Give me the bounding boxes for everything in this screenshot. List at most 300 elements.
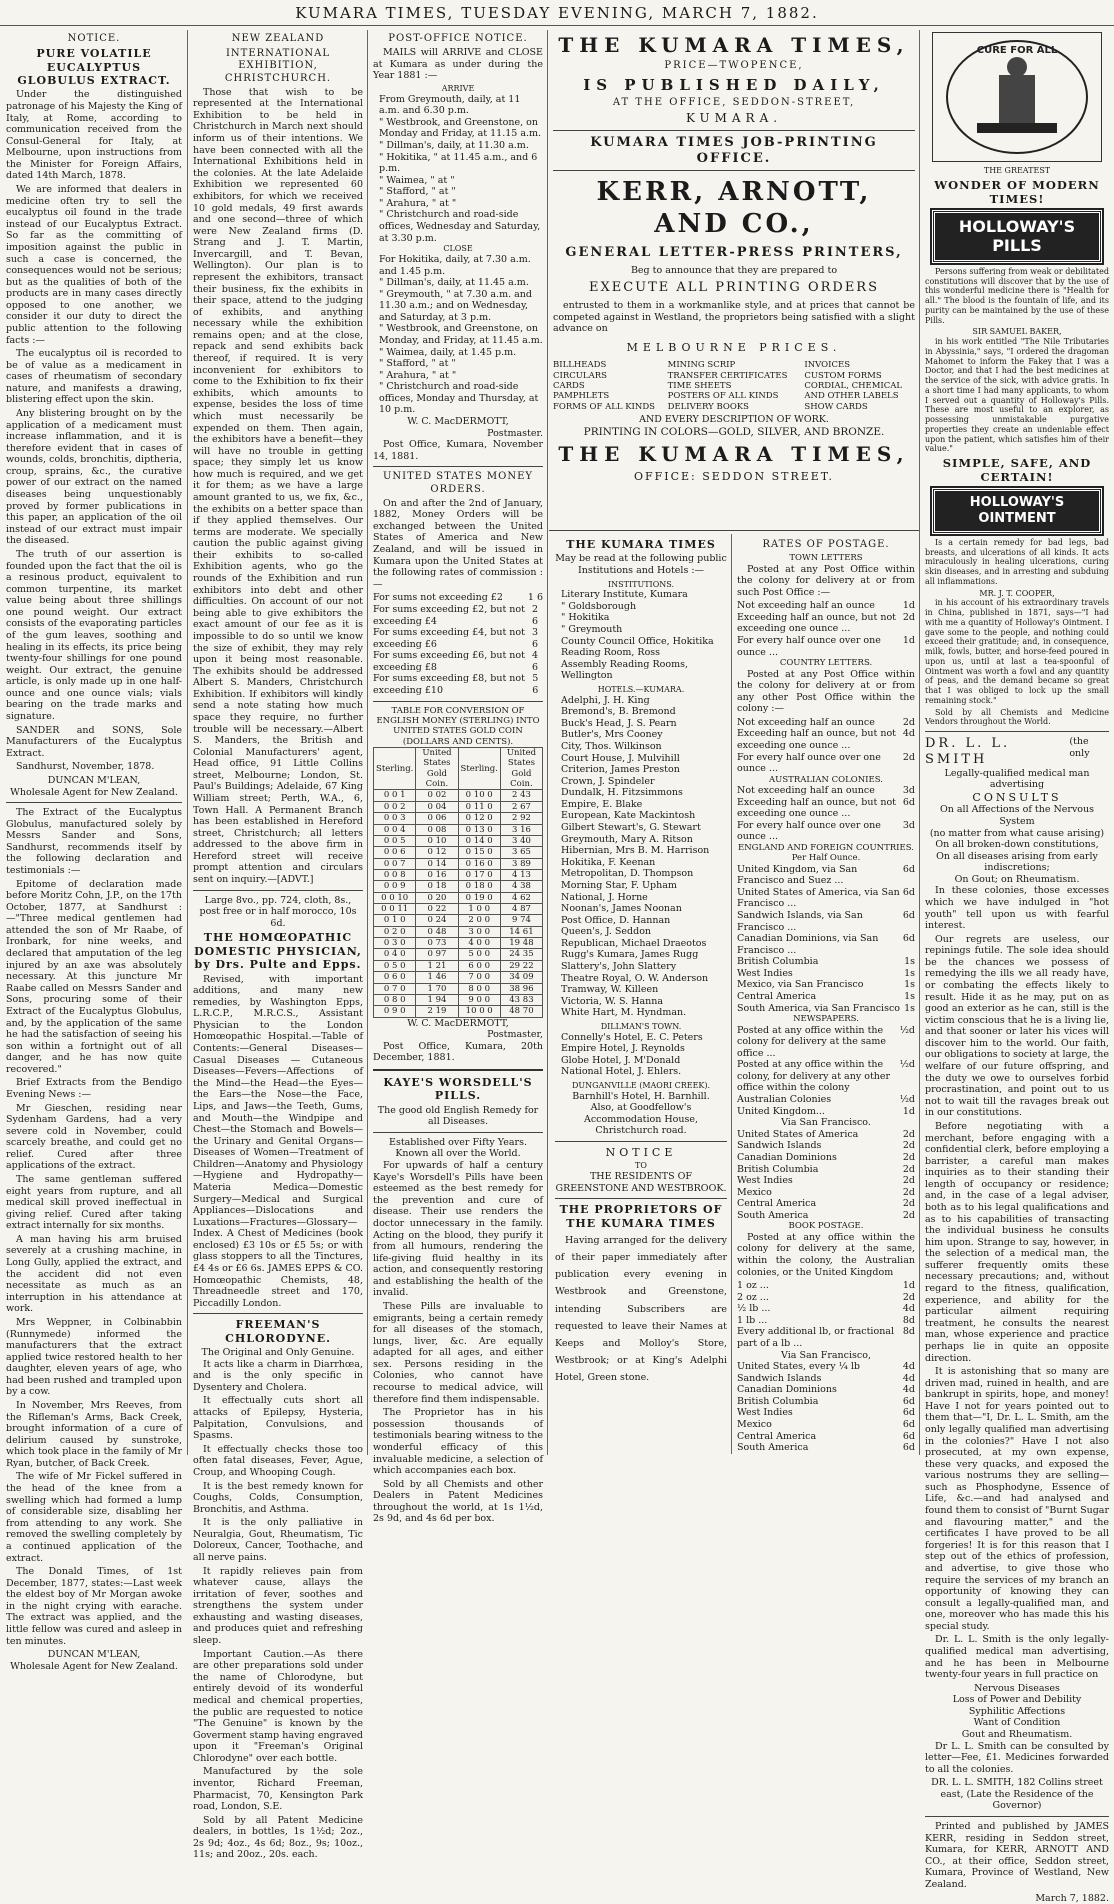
- hotel: Queen's, J. Seddon: [561, 926, 652, 938]
- proprietors-header: THE PROPRIETORS OF THE KUMARA TIMES: [559, 1203, 723, 1230]
- conversion-title: TABLE FOR CONVERSION OF ENGLISH MONEY (STERLING) INTO UNITED STATES GOLD COIN (DOLLARS AND CENTS).: [376, 705, 540, 747]
- agent-role: Wholesale Agent for New Zealand.: [10, 1660, 178, 1672]
- conversion-header: United States Gold Coin.: [416, 747, 458, 789]
- sf-rate-label: Sandwich Islands: [737, 1140, 822, 1152]
- commission-label: For sums exceeding £2, but not exceeding £4: [373, 603, 525, 627]
- commission-rate: [373, 627, 543, 650]
- printing-item: INVOICES: [804, 360, 851, 371]
- book-rate-value: 8d: [902, 1314, 915, 1326]
- table-cell: 10 0 0: [458, 1006, 500, 1017]
- newspaper-rate-label: United Kingdom...: [737, 1105, 825, 1117]
- sf-book-rate: [737, 1396, 915, 1408]
- foreign-rate: [737, 1003, 915, 1015]
- table-cell: 38 96: [500, 983, 542, 994]
- book-rate-label: 1 oz ...: [737, 1280, 769, 1292]
- notice-to: TO: [635, 1161, 647, 1171]
- holloways-pills-banner: HOLLOWAY'S PILLS: [932, 210, 1102, 263]
- town-rate: [737, 612, 915, 635]
- kaye-subtitle: The good old English Remedy for all Diseases.: [377, 1104, 539, 1128]
- dillmans-header: DILLMAN'S TOWN.: [600, 1021, 682, 1031]
- table-row: [374, 824, 543, 835]
- table-cell: 14 61: [500, 926, 542, 937]
- table-cell: 1 46: [416, 972, 458, 983]
- town-rate-label: For every half ounce over one ounce ...: [737, 635, 881, 658]
- table-cell: 0 16 0: [458, 858, 500, 869]
- dillman-hotel: Globe Hotel, J. M'Donald: [561, 1054, 681, 1066]
- dillman-hotel: National Hotel, J. Ehlers.: [561, 1066, 682, 1078]
- dr-consult-line: (no matter from what cause arising): [929, 827, 1105, 839]
- signature-date: Sandhurst, November, 1878.: [16, 761, 155, 773]
- paragraph: Those that wish to be represented at the International Exhibition to be held in Christchurch in March next should inform us of their intentions. We have been connected with all the International Exhibitions held in the colonies. At the late Adelaide Exhibition we represented 60 exhibitors, for which we received 10 gold medals, 49 first awards and one second—three of which were New Zealand firms (D. Strang and J. T. Martin, Invercargill, and T. Bevan, Wellington). Our plan is to represent the exhibitors, transact their business, fix the exhibits in their space, attend to the judging of exhibits, and anything necessary while the exhibition remains open; and at the close, repack and send exhibits back thereof, if required. It is very inconvenient for exhibitors to come to the Exhibition to fix their exhibits, which amounts to expense, besides the loss of time which must necessarily be expended on them. Then again, the exhibitors have a benefit—they will have no trouble in getting space; they simply let us know how much is required, and we get it for them; as we have a large amount granted to us, we fix, &c., the exhibits on a better space than if they applied themselves. Our terms are moderate. We specially caution the public against giving their exhibits to so-called Exhibition agents, who go the rounds of the Exhibition and run exhibitors into debt and other difficulties. On account of our not being able to give exhibitors the exact amount of our fee as it is impossible to do so until we know the size of exhibit, they may rely upon it being most reasonable. The exhibits should be addressed Albert S. Manders, Christchurch Exhibition. If exhibitors will kindly send a note stating how much space they require, no further trouble will be necessary.—Albert S. Manders, the British and Colonial Manufacturers' agent, Head office, 91 Little Collins street, Melbourne; London, St. Paul's Buildings; Adelaide, 67 King William street; Perth, W.A., 6, Town Hall. A Permanent Branch has been established in Hereford street, Christchurch; all letters addressed to the above firm in Hereford street will receive prompt attention and circulars sent on inquiry.—[ADVT.]: [193, 86, 363, 886]
- australian-rate: [737, 797, 915, 820]
- table-cell: 3 65: [500, 847, 542, 858]
- arrive-label: ARRIVE: [441, 83, 475, 93]
- table-cell: 0 10: [416, 835, 458, 846]
- book-rate: [737, 1292, 915, 1304]
- printing-item: TIME SHEETS: [667, 381, 732, 391]
- postage-title: RATES OF POSTAGE.: [762, 539, 890, 550]
- table-cell: 9 0 0: [458, 994, 500, 1005]
- hotel: National, J. Horne: [561, 891, 648, 903]
- country-rate-label: Not exceeding half an ounce: [737, 716, 875, 728]
- paragraph: The truth of our assertion is founded upon the fact that the oil is a resinous product, equivalent to common turpentine, its market value being about three shillings one pound weight. Our extract consists of the evaporating particles of the gum leaves, soothing and healing in its effects, its price being twenty-four shillings for one pound weight. Our extract, the genuine article, is only made up in one half-ounce and one ounce vials; vials bearing on the trade marks and signature.: [6, 548, 182, 723]
- institution: County Council Office, Hokitika: [561, 635, 714, 647]
- exhibition-header: NEW ZEALAND: [231, 33, 325, 44]
- mail-close: " Waimea, daily, at 1.45 p.m.: [379, 346, 517, 358]
- town-rate-value: 1d: [902, 600, 915, 612]
- foreign-rate-value: 1s: [904, 979, 915, 991]
- table-cell: 43 83: [500, 994, 542, 1005]
- conversion-header: Sterling.: [374, 747, 416, 789]
- hotel: Republican, Michael Draeotos: [561, 937, 707, 949]
- mail-close: " Westbrook, and Greenstone, on Monday, and Friday, at 11.45 a.m.: [379, 323, 543, 346]
- via-sf-header-2: Via San Francisco,: [781, 1349, 871, 1361]
- foreign-rate-label: British Columbia: [737, 956, 819, 968]
- table-cell: 0 0 10: [374, 892, 416, 903]
- sf-book-rate-label: Mexico: [737, 1419, 772, 1431]
- paragraph: Sold by all Chemists and other Dealers in Patent Medicines throughout the world, at 1s 1½d, 2s 9d, and 4s 6d per box.: [373, 1478, 543, 1525]
- table-cell: 0 19 0: [458, 892, 500, 903]
- colors-line: PRINTING IN COLORS—GOLD, SILVER, AND BRONZE.: [583, 425, 885, 438]
- foreign-rate-value: 1s: [904, 967, 915, 979]
- sf-book-rate: [737, 1419, 915, 1431]
- sf-book-rate-value: 6d: [902, 1407, 915, 1419]
- paragraph: It is astonishing that so many are driven mad, ruined in health, and are bankrupt in spirits, hope, and money! Have I not for years pointed out to them that—"I, Dr. L. L. Smith, am the only legally qualified man advertising in the colonies?" Have I not also prosecuted, at my own expense, these very quacks, and exposed the various nostrums they are selling—such as Phosphodyne, Essence of Life, &c.—and had analysed and found them to consist of "Burnt Sugar and flavouring matter," and the certificates I have proved to be all forgeries! It is for this reason that I step out of the ethics of profession, and advertise, to give those who require the services of my branch an opportunity of knowing they can consult a legally-qualified man, and one, moreover who has made this his special study.: [925, 1366, 1109, 1632]
- sf-rate-label: Central America: [737, 1198, 817, 1210]
- dunganville-hotel: Barnhill's Hotel, H. Barnhill.: [572, 1090, 710, 1102]
- dunganville-header: DUNGANVILLE (MAORI CREEK).: [571, 1080, 711, 1090]
- foreign-rate: [737, 910, 915, 933]
- table-cell: 0 5 0: [374, 960, 416, 971]
- hotel: Rugg's Kumara, James Rugg: [561, 949, 699, 961]
- table-cell: 0 97: [416, 949, 458, 960]
- table-cell: 0 17 0: [458, 869, 500, 880]
- column-exhibition: [189, 30, 367, 1861]
- paragraph: Mrs Weppner, in Colbinabbin (Runnymede) informed the manufacturers that the extract applied twice restored health to her daughter, eleven years of age, who had been rushed and trampled upon by a cow.: [6, 1316, 182, 1398]
- table-row: [374, 869, 543, 880]
- table-cell: 0 4 0: [374, 949, 416, 960]
- table-cell: 5 0 0: [458, 949, 500, 960]
- office-line: AT THE OFFICE, SEDDON-STREET,: [612, 96, 856, 108]
- kaye-subtitle-2: Established over Fifty Years. Known all over the World.: [389, 1136, 527, 1160]
- table-cell: 9 74: [500, 915, 542, 926]
- post-office-header: POST-OFFICE NOTICE.: [388, 33, 528, 44]
- australian-rate-value: 3d: [902, 819, 915, 831]
- paragraph: The wife of Mr Fickel suffered in the head of the knee from a swelling which had formed a lump of considerable size, disabling her from attending to any work. She removed the swelling completely by a continued application of the extract.: [6, 1471, 182, 1564]
- foreign-rate-value: 1s: [904, 991, 915, 1003]
- table-cell: 0 22: [416, 904, 458, 915]
- sf-rate: [737, 1140, 915, 1152]
- table-cell: 0 2 0: [374, 926, 416, 937]
- printing-item: BILLHEADS: [553, 360, 607, 371]
- postmaster-role: Postmaster,: [487, 1029, 543, 1041]
- sf-book-rate-label: West Indies: [737, 1407, 793, 1419]
- printing-item: CARDS: [553, 381, 585, 391]
- notice-header: NOTICE: [605, 1146, 677, 1159]
- institution: Reading Room, Ross: [561, 647, 661, 659]
- hotels-header: HOTELS.—KUMARA.: [597, 684, 685, 694]
- table-cell: 7 0 0: [458, 972, 500, 983]
- sf-rate: [737, 1187, 915, 1199]
- table-cell: 3 16: [500, 824, 542, 835]
- sf-rate: [737, 1175, 915, 1187]
- paragraph: Epitome of declaration made before Moritz Cohn, J.P., on the 17th October, 1877, at Sandhurst :—"Three medical gentlemen had attended the son of Mr Raabe, of Ironbark, for nine weeks, and declared that amputation of the leg injured by an axe was absolutely necessary. At this juncture Mr Raabe called on Messrs Sander and Sons, procuring some of their Extract of the Eucalyptus Globulus, and, by the application of the same he had the satisfaction of seeing his son within a fortnight out of all danger, and he has now quite recovered.": [6, 878, 182, 1075]
- hotel: Metropolitan, D. Thompson: [561, 868, 694, 880]
- paragraph: in his work entitled "The Nile Tributaries in Abyssinia," says, "I ordered the dragoman Mahomet to inform the Fakey that I was a Doctor, and that I had the best medicines at the service of the sick, with advice gratis. In a short time I had many applicants, to whom I served out a quantity of Holloway's Pills. These are most useful to an explorer, as possessing unmistakable purgative properties they create an undeniable effect upon the patient, which satisfies him of their value.": [925, 337, 1109, 454]
- paragraph: Mr Gieschen, residing near Sydenham Gardens, had a very severe cold in November, could scarcely breathe, and could get no relief. Cured after three applications of the extract.: [6, 1102, 182, 1172]
- newspaper-rate-value: 1d: [902, 1105, 915, 1117]
- mail-close: " Christchurch and road-side offices, Monday and Thursday, at 10 p.m.: [379, 381, 539, 416]
- paragraph: MAILS will ARRIVE and CLOSE at Kumara as under during the Year 1881 :—: [373, 47, 543, 82]
- printing-item: SHOW CARDS: [804, 401, 868, 412]
- kumara-times-title-2: THE KUMARA TIMES,: [558, 442, 910, 467]
- paragraph: entrusted to them in a workmanlike style, and at prices that cannot be competed against in Westland, the proprietors being satisfied with a slight advance on: [553, 300, 915, 335]
- newspaper-rate: [737, 1094, 915, 1106]
- postmaster-signature: W. C. MacDERMOTT,: [407, 416, 509, 428]
- table-cell: 1 70: [416, 983, 458, 994]
- paragraph: Our regrets are useless, our repinings futile. The sole idea should be the chances we possess of remedying the ills we all ready have, or combating the effects likely to result. Hide it as he may, put on as good an exterior as he can, still is the victim conscious that he is a living lie, and that sooner or later his vices will discover him to the world. Our faith, our obligations to society at large, the welfare of our future offspring, and the duty we owe to ourselves forbid procrastination, and point out to us not to wait till the ravages break out in our constitutions.: [925, 933, 1109, 1119]
- sf-book-rate-value: 6d: [902, 1395, 915, 1407]
- dr-consult-line: On all diseases arising from early indiscretions;: [936, 850, 1098, 874]
- sf-rate-label: South America: [737, 1209, 809, 1221]
- institutions-header: INSTITUTIONS.: [607, 579, 674, 589]
- dr-specialty: Want of Condition: [973, 1717, 1061, 1729]
- foreign-rate-label: Mexico, via San Francisco: [737, 979, 864, 991]
- conversion-table: [373, 747, 543, 1018]
- table-row: [374, 892, 543, 903]
- foreign-rate-label: United Kingdom, via San Francisco and Suez ...: [737, 863, 858, 887]
- table-cell: 0 73: [416, 938, 458, 949]
- hotel: Empire, E. Blake: [561, 798, 643, 810]
- paragraph: For upwards of half a century Kaye's Worsdell's Pills have been esteemed as the best remedy for the prevention and cure of disease. Their use renders the doctor unnecessary in the family. Acting on the blood, they purify it from all humours, rendering the life-giving fluid healthy in its action, and consequently restoring and establishing the health of the invalid.: [373, 1160, 543, 1299]
- hotel: Crown, J. Spindeler: [561, 775, 655, 787]
- town-rate: [737, 600, 915, 612]
- paragraph: Large 8vo., pp. 724, cloth, 8s., post free or in half morocco, 10s 6d.: [199, 894, 357, 929]
- mail-arrival: " Arahura, " at ": [379, 197, 457, 209]
- table-cell: 2 0 0: [458, 915, 500, 926]
- mail-arrival: " Stafford, " at ": [379, 186, 456, 198]
- hotel: Gilbert Stewart's, G. Stewart: [561, 822, 701, 834]
- country-rate-value: 4d: [902, 728, 915, 740]
- table-cell: 0 24: [416, 915, 458, 926]
- imprint: Printed and published by JAMES KERR, residing in Seddon street, Kumara, for KERR, ARNOTT AND CO., at their office, Seddon street, Kumara, Province of Westland, New Zealand.: [925, 1821, 1109, 1890]
- baker-header: SIR SAMUEL BAKER,: [972, 327, 1062, 337]
- printing-item: MINING SCRIP: [667, 360, 736, 371]
- sf-book-rate-value: 4d: [902, 1384, 915, 1396]
- foreign-rate: [737, 887, 915, 910]
- hotel: Buck's Head, J. S. Pearn: [561, 717, 677, 729]
- hotel: Morning Star, F. Upham: [561, 879, 677, 891]
- table-cell: 0 0 11: [374, 904, 416, 915]
- job-printing-header: KUMARA TIMES JOB-PRINTING OFFICE.: [590, 134, 878, 166]
- town-rate: [737, 635, 915, 658]
- sf-rate-value: 2d: [902, 1151, 915, 1163]
- sf-rate-value: 2d: [902, 1209, 915, 1221]
- table-cell: 6 0 0: [458, 960, 500, 971]
- table-cell: 0 18: [416, 881, 458, 892]
- dr-qualified: Legally-qualified medical man advertising: [944, 767, 1090, 791]
- sf-rate: [737, 1129, 915, 1141]
- paragraph: The Donald Times, of 1st December, 1877, states:—Last week the eldest boy of Mr Morgan awoke in the night crying with earache. The extract was applied, and the little fellow was cured and asleep in ten minutes.: [6, 1566, 182, 1647]
- sf-rate-value: 2d: [902, 1140, 915, 1152]
- institution: " Hokitika: [561, 612, 610, 624]
- dr-smith-title: DR. L. L. SMITH: [925, 736, 1011, 767]
- sf-book-rate-label: United States, every ¼ lb: [737, 1361, 860, 1373]
- paragraph: Sold by all Patent Medicine dealers, in bottles, 1s 1½d; 2oz., 2s 9d; 4oz., 4s 6d; 8oz., 9s; 10oz., 11s; and 20oz., 20s. each.: [193, 1814, 363, 1861]
- paragraph: It is the only palliative in Neuralgia, Gout, Rheumatism, Tic Doloreux, Cancer, Toothache, and all nerve pains.: [193, 1517, 363, 1563]
- homeopathic-title: THE HOMŒOPATHIC DOMESTIC PHYSICIAN, by Drs. Pulte and Epps.: [194, 931, 362, 972]
- mail-arrival: " Hokitika, " at 11.45 a.m., and 6 p.m.: [379, 151, 538, 175]
- commission-value: 2 6: [532, 603, 539, 627]
- mail-arrival: " Waimea, " at ": [379, 174, 455, 186]
- mail-arrival: From Greymouth, daily, at 11 a.m. and 6.30 p.m.: [379, 93, 521, 117]
- table-cell: 0 0 2: [374, 801, 416, 812]
- book-rate-label: 2 oz ...: [737, 1291, 769, 1303]
- paragraph: We are informed that dealers in medicine often try to sell the eucalyptus oil found in the trade instead of our Eucalyptus Extract. So far as the committing of imposition against the public in such a case is concerned, the consequences would not be serious; but as the qualities of both of the products are in many cases directly opposed to one another, we consider it our duty to direct the public attention to the following facts :—: [6, 184, 182, 346]
- table-cell: 0 06: [416, 813, 458, 824]
- sf-rate-value: 2d: [902, 1163, 915, 1175]
- foreign-rate-value: 6d: [902, 863, 915, 875]
- agent-role: Wholesale Agent for New Zealand.: [10, 786, 178, 798]
- paragraph: Manufactured by the sole inventor, Richard Freeman, Pharmacist, 70, Kensington Park road, London, S.E.: [193, 1766, 363, 1813]
- foreign-rate-label: South America, via San Francisco: [737, 1002, 900, 1014]
- execute-line: EXECUTE ALL PRINTING ORDERS: [588, 280, 879, 296]
- dr-specialty: Syphilitic Affections: [968, 1705, 1066, 1717]
- table-cell: 4 38: [500, 881, 542, 892]
- book-rate-label: ½ lb ...: [737, 1303, 771, 1315]
- table-row: [374, 972, 543, 983]
- paragraph: It effectually cuts short all attacks of Epilepsy, Hysteria, Palpitation, Convulsions, and Spasms.: [193, 1395, 363, 1442]
- dr-specialty: Loss of Power and Debility: [952, 1694, 1082, 1706]
- table-row: [374, 994, 543, 1005]
- sf-rate-value: 2d: [902, 1128, 915, 1140]
- paragraph: Posted at any Post Office within the colony for delivery at or from such Post Office :—: [737, 563, 915, 598]
- table-cell: 0 02: [416, 790, 458, 801]
- price-line: PRICE—TWOPENCE,: [664, 60, 804, 72]
- table-cell: 3 40: [500, 835, 542, 846]
- table-cell: 0 0 1: [374, 790, 416, 801]
- country-rate: [737, 752, 915, 775]
- table-row: [374, 813, 543, 824]
- table-row: [374, 949, 543, 960]
- country-rate: [737, 717, 915, 729]
- paragraph: It is the best remedy known for Coughs, Colds, Consumption, Bronchitis, and Asthma.: [193, 1480, 363, 1515]
- table-cell: 2 92: [500, 813, 542, 824]
- country-rate: [737, 728, 915, 751]
- hotel: European, Kate Mackintosh: [561, 810, 696, 822]
- paragraph: Brief Extracts from the Bendigo Evening News :—: [6, 1077, 182, 1100]
- book-rate-value: 2d: [902, 1291, 915, 1303]
- hygieia-emblem-icon: [937, 35, 1097, 159]
- paragraph: Before negotiating with a merchant, before engaging with a confidential clerk, before employing a barrister, a careful man makes inquiries as to their standing their length of occupancy or residence; and, in the case of a legal adviser, both as to his legal qualifications and as to his capabilities of transacting the individual business he consults him upon. Strange to say, however, in the selection of a medical man, the sufferer frequently omits these necessary precautions; and, without regard to the fitness, qualification, experience, and ability for the particular ailment requiring treatment, he consults the nearest man, whose experience and practice perhaps lie in quite an opposite direction.: [925, 1120, 1109, 1364]
- paragraph: The Proprietor has in his possession thousands of testimonials bearing witness to the wonderful efficacy of this invaluable medicine, a selection of which accompanies each box.: [373, 1407, 543, 1477]
- paragraph: Under the distinguished patronage of his Majesty the King of Italy, at Rome, according to communication received from the Consul-General for Italy, at Melbourne, upon instructions from the Minister for Foreign Affairs, dated 14th March, 1878.: [6, 89, 182, 182]
- book-postage-header: BOOK POSTAGE.: [788, 1221, 864, 1232]
- paragraph: Is a certain remedy for bad legs, bad breasts, and ulcerations of all kinds. It acts miraculously in healing ulcerations, curing skin diseases, and in arresting and subduing all inflammations.: [925, 537, 1109, 586]
- newspaper-rate-label: Posted at any office within the colony for delivery at the same office ...: [737, 1024, 887, 1059]
- foreign-rate-label: Sandwich Islands, via San Francisco ...: [737, 910, 863, 933]
- mail-close: " Dillman's, daily, at 11.45 a.m.: [379, 277, 529, 289]
- table-row: [374, 915, 543, 926]
- foreign-rate-label: West Indies: [737, 967, 793, 979]
- foreign-rate: [737, 933, 915, 956]
- printing-item: PAMPHLETS: [553, 391, 610, 402]
- dr-consult-line: On all broken-down constitutions,: [935, 839, 1099, 851]
- foreign-rate-label: United States of America, via San Francisco ...: [737, 886, 900, 910]
- table-row: [374, 847, 543, 858]
- sf-rate: [737, 1164, 915, 1176]
- sf-book-rate-value: 6d: [902, 1442, 915, 1454]
- book-rate-label: 1 lb ...: [737, 1314, 768, 1326]
- hotel: Hokitika, F. Keenan: [561, 856, 656, 868]
- table-cell: 0 9 0: [374, 1006, 416, 1017]
- table-cell: 0 20: [416, 892, 458, 903]
- town-rate-label: Exceeding half an ounce, but not exceeding one ounce ...: [737, 611, 896, 635]
- conversion-header: United States Gold Coin.: [500, 747, 542, 789]
- column-eucalyptus: [2, 30, 186, 1672]
- mail-arrival: " Westbrook, and Greenstone, on Monday and Friday, at 11.15 a.m.: [379, 116, 542, 140]
- commission-rate: [373, 604, 543, 627]
- country-rate-label: Exceeding half an ounce, but not exceeding one ounce ...: [737, 728, 896, 751]
- newspapers-header: NEWSPAPERS.: [793, 1014, 859, 1025]
- mail-close: For Hokitika, daily, at 7.30 a.m. and 1.45 p.m.: [379, 253, 531, 277]
- table-row: [374, 960, 543, 971]
- sf-rate: [737, 1152, 915, 1164]
- foreign-rate-value: 6d: [902, 933, 915, 945]
- australian-rate: [737, 785, 915, 797]
- printing-item: DELIVERY BOOKS: [667, 401, 749, 412]
- masthead: KUMARA TIMES, TUESDAY EVENING, MARCH 7, 1882.: [0, 0, 1114, 26]
- wonder-line: WONDER OF MODERN TIMES!: [934, 177, 1100, 206]
- foreign-rate: [737, 979, 915, 991]
- table-cell: 0 0 3: [374, 813, 416, 824]
- foreign-rate: [737, 864, 915, 887]
- mail-arrival: " Christchurch and road-side offices, Wednesday and Saturday, at 3.30 p.m.: [379, 209, 541, 244]
- table-row: [374, 1006, 543, 1017]
- dr-consult-line: On Gout; on Rheumatism.: [954, 873, 1080, 885]
- mail-arrival: " Dillman's, daily, at 11.30 a.m.: [379, 139, 529, 151]
- mail-close: " Greymouth, " at 7.30 a.m. and 11.30 a.m.; and on Wednesday, and Saturday, at 3 p.m.: [379, 288, 532, 323]
- table-cell: 0 3 0: [374, 938, 416, 949]
- dillman-hotel: Empire Hotel, J. Reynolds: [561, 1043, 685, 1055]
- hotel: Slattery's, John Slattery: [561, 960, 677, 972]
- paragraph: It acts like a charm in Diarrhœa, and is the only specific in Dysentery and Cholera.: [193, 1358, 363, 1393]
- printing-item: TRANSFER CERTIFICATES: [667, 370, 788, 381]
- close-label: CLOSE: [443, 244, 473, 254]
- sold-line: Sold by all Chemists and Medicine Vendors throughout the World.: [925, 707, 1109, 727]
- paragraph: Dr. L. L. Smith is the only legally-qualified medical man advertising, and he has been in Melbourne twenty-four years in full practice on: [925, 1634, 1109, 1681]
- table-cell: 34 09: [500, 972, 542, 983]
- table-cell: 29 22: [500, 960, 542, 971]
- sf-book-rate-value: 6d: [902, 1419, 915, 1431]
- foreign-rate: [737, 968, 915, 980]
- table-row: [374, 881, 543, 892]
- office-seddon: OFFICE: SEDDON STREET.: [633, 469, 835, 483]
- institution: " Goldsborough: [561, 600, 637, 612]
- kumara-times-title: THE KUMARA TIMES,: [558, 33, 910, 57]
- printing-item: CIRCULARS: [553, 370, 607, 381]
- sf-book-rate-value: 4d: [902, 1372, 915, 1384]
- table-cell: 3 89: [500, 858, 542, 869]
- institution: Assembly Reading Rooms, Wellington: [561, 658, 689, 682]
- table-cell: 2 43: [500, 790, 542, 801]
- sf-book-rate: [737, 1431, 915, 1443]
- australian-rate-value: 6d: [902, 796, 915, 808]
- newspaper-rate-value: ½d: [899, 1059, 915, 1071]
- paragraph: May be read at the following public Institutions and Hotels :—: [555, 553, 727, 576]
- announce-line: Beg to announce that they are prepared to: [630, 264, 838, 276]
- sf-rate-label: United States of America: [737, 1128, 859, 1140]
- town-letters-header: TOWN LETTERS: [789, 553, 863, 564]
- table-cell: 4 13: [500, 869, 542, 880]
- dr-consult-line: On all Affections of the Nervous System: [939, 804, 1095, 827]
- signature: SANDER and SONS, Sole Manufacturers of the Eucalyptus Extract.: [6, 724, 182, 759]
- printing-item: POSTERS OF ALL KINDS: [667, 391, 779, 402]
- paragraph: A man having his arm bruised severely at a crushing machine, in Long Gully, applied the extract, and the accident did not even necessitate as much as an interruption in his attendance at work.: [6, 1233, 182, 1315]
- paragraph: These Pills are invaluable to emigrants, being a certain remedy for all diseases of the stomach, lungs, liver, &c. Are equally adapted for all ages, and either sex. Persons residing in the Colonies, who cannot have recourse to medical advice, will therefore find them indispensable.: [373, 1300, 543, 1405]
- dr-address: DR. L. L. SMITH, 182 Collins street east, (Late the Residence of the Governor): [931, 1777, 1103, 1812]
- sf-book-rate: [737, 1442, 915, 1454]
- table-cell: 3 0 0: [458, 926, 500, 937]
- post-office-date: Post Office, Kumara, November 14, 1881.: [373, 439, 543, 462]
- chlorodyne-title: FREEMAN'S CHLORODYNE.: [225, 1318, 331, 1345]
- hotel: Butler's, Mrs Cooney: [561, 729, 663, 741]
- kumara-times-reading-title: THE KUMARA TIMES: [566, 538, 716, 551]
- exhibition-header: INTERNATIONAL EXHIBITION, CHRISTCHURCH.: [224, 48, 332, 84]
- paragraph: The eucalyptus oil is recorded to be of value as a medicament in cases of rheumatism of secondary nature, and manifests a drawing, blistering effect upon the skin.: [6, 348, 182, 406]
- commission-value: 1 6: [527, 592, 543, 604]
- table-row: [374, 835, 543, 846]
- table-row: [374, 926, 543, 937]
- table-cell: 0 0 6: [374, 847, 416, 858]
- paragraph: The same gentleman suffered eight years from rupture, and all medical skill proved ineffectual in giving relief. Cured after taking extract internally for six months.: [6, 1174, 182, 1232]
- kaye-title: KAYE'S WORSDELL'S PILLS.: [383, 1075, 533, 1103]
- book-rate: [737, 1280, 915, 1292]
- table-cell: 0 16: [416, 869, 458, 880]
- foreign-rate-value: 6d: [902, 910, 915, 922]
- table-cell: 0 0 5: [374, 835, 416, 846]
- sf-book-rate-label: Sandwich Islands: [737, 1372, 822, 1384]
- commission-value: 4 6: [532, 650, 539, 673]
- chlorodyne-subtitle: The Original and Only Genuine.: [201, 1347, 355, 1359]
- conversion-header: Sterling.: [458, 747, 500, 789]
- sf-rate: [737, 1210, 915, 1222]
- table-cell: 0 04: [416, 801, 458, 812]
- sf-rate-label: Canadian Dominions: [737, 1151, 837, 1163]
- sf-rate-value: 2d: [902, 1175, 915, 1187]
- commission-rate: [373, 650, 543, 673]
- sf-rate: [737, 1198, 915, 1210]
